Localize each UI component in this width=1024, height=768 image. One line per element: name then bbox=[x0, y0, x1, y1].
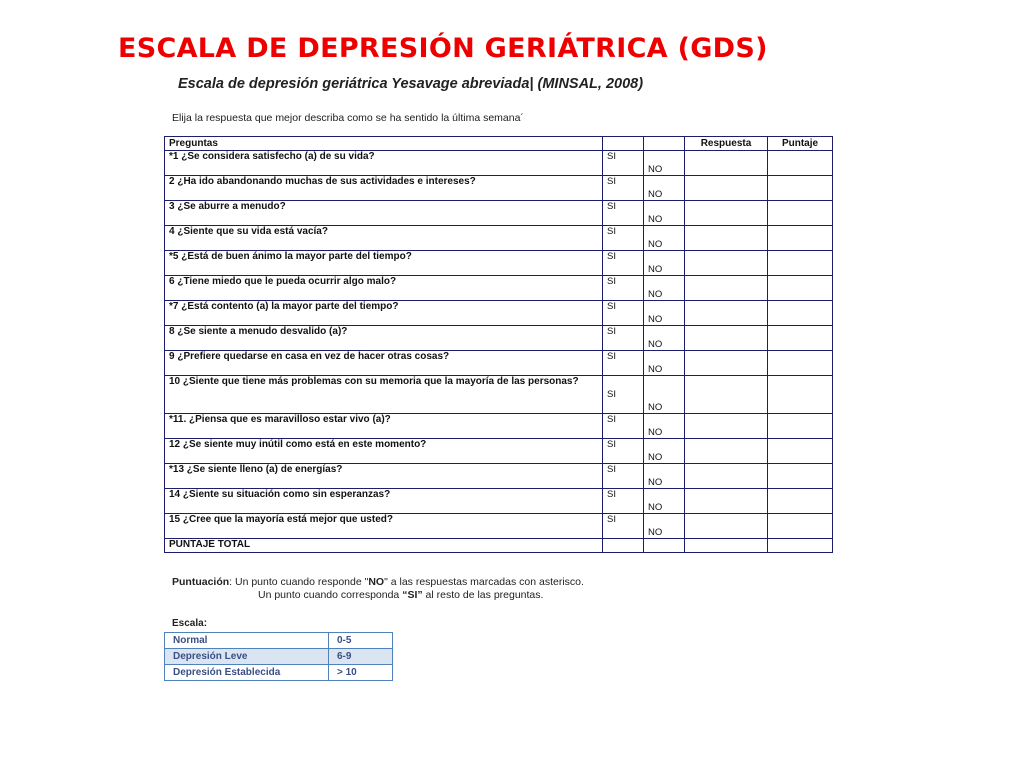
header-si bbox=[603, 137, 644, 151]
answer-cell[interactable] bbox=[685, 351, 768, 376]
no-cell: NO bbox=[644, 251, 685, 276]
scoring-line1-b: " a las respuestas marcadas con asterisco. bbox=[384, 576, 584, 588]
scale-name: Depresión Leve bbox=[165, 649, 329, 665]
question-cell: 8 ¿Se siente a menudo desvalido (a)? bbox=[165, 326, 603, 351]
question-cell: 4 ¿Siente que su vida está vacía? bbox=[165, 226, 603, 251]
scoring-line2-a: Un punto cuando corresponda bbox=[258, 589, 403, 601]
no-cell: NO bbox=[644, 439, 685, 464]
header-score: Puntaje bbox=[768, 137, 833, 151]
scoring-line-1 bbox=[172, 576, 584, 589]
header-no bbox=[644, 137, 685, 151]
scale-range: 0-5 bbox=[329, 633, 393, 649]
score-cell[interactable] bbox=[768, 439, 833, 464]
table-row bbox=[165, 514, 833, 539]
si-cell: SI bbox=[603, 151, 644, 176]
table-row bbox=[165, 201, 833, 226]
question-cell: 2 ¿Ha ido abandonando muchas de sus actividades e intereses? bbox=[165, 176, 603, 201]
score-cell[interactable] bbox=[768, 376, 833, 414]
scale-range: 6-9 bbox=[329, 649, 393, 665]
scoring-label: Puntuación bbox=[172, 576, 230, 588]
table-header-row bbox=[165, 137, 833, 151]
scale-row bbox=[165, 649, 393, 665]
scale-name: Depresión Establecida bbox=[165, 665, 329, 681]
gds-questionnaire-table bbox=[164, 136, 833, 553]
question-cell: 14 ¿Siente su situación como sin esperanzas? bbox=[165, 489, 603, 514]
no-cell: NO bbox=[644, 514, 685, 539]
score-cell[interactable] bbox=[768, 276, 833, 301]
answer-cell[interactable] bbox=[685, 326, 768, 351]
si-cell: SI bbox=[603, 464, 644, 489]
score-cell[interactable] bbox=[768, 514, 833, 539]
si-cell: SI bbox=[603, 201, 644, 226]
scale-row bbox=[165, 633, 393, 649]
answer-cell[interactable] bbox=[685, 226, 768, 251]
question-cell: *13 ¿Se siente lleno (a) de energías? bbox=[165, 464, 603, 489]
answer-cell[interactable] bbox=[685, 301, 768, 326]
question-cell: *11. ¿Piensa que es maravilloso estar vivo (a)? bbox=[165, 414, 603, 439]
answer-cell[interactable] bbox=[685, 151, 768, 176]
table-row bbox=[165, 439, 833, 464]
table-row bbox=[165, 251, 833, 276]
scoring-line1-bold: NO bbox=[368, 576, 385, 588]
si-cell: SI bbox=[603, 251, 644, 276]
answer-cell[interactable] bbox=[685, 276, 768, 301]
answer-cell[interactable] bbox=[685, 489, 768, 514]
question-cell: 15 ¿Cree que la mayoría está mejor que usted? bbox=[165, 514, 603, 539]
answer-cell[interactable] bbox=[685, 176, 768, 201]
no-cell: NO bbox=[644, 226, 685, 251]
score-cell[interactable] bbox=[768, 251, 833, 276]
si-cell: SI bbox=[603, 439, 644, 464]
score-cell[interactable] bbox=[768, 414, 833, 439]
scoring-line2-bold: “SI” bbox=[402, 589, 423, 601]
score-cell[interactable] bbox=[768, 301, 833, 326]
si-cell: SI bbox=[603, 414, 644, 439]
score-cell[interactable] bbox=[768, 176, 833, 201]
question-cell: 6 ¿Tiene miedo que le pueda ocurrir algo malo? bbox=[165, 276, 603, 301]
answer-cell[interactable] bbox=[685, 251, 768, 276]
score-cell[interactable] bbox=[768, 489, 833, 514]
no-cell: NO bbox=[644, 176, 685, 201]
scoring-line-2 bbox=[172, 589, 584, 602]
table-row bbox=[165, 351, 833, 376]
question-cell: 12 ¿Se siente muy inútil como está en este momento? bbox=[165, 439, 603, 464]
scale-table bbox=[164, 632, 393, 681]
score-cell[interactable] bbox=[768, 351, 833, 376]
no-cell: NO bbox=[644, 414, 685, 439]
no-cell: NO bbox=[644, 376, 685, 414]
si-cell: SI bbox=[603, 326, 644, 351]
answer-cell[interactable] bbox=[685, 201, 768, 226]
answer-cell[interactable] bbox=[685, 464, 768, 489]
question-cell: 10 ¿Siente que tiene más problemas con su memoria que la mayoría de las personas? bbox=[165, 376, 603, 414]
scoring-line1-a: : Un punto cuando responde " bbox=[229, 576, 369, 588]
no-cell: NO bbox=[644, 351, 685, 376]
total-answer-cell[interactable] bbox=[685, 539, 768, 553]
si-cell: SI bbox=[603, 301, 644, 326]
table-row bbox=[165, 226, 833, 251]
question-cell: 3 ¿Se aburre a menudo? bbox=[165, 201, 603, 226]
total-row bbox=[165, 539, 833, 553]
no-cell: NO bbox=[644, 151, 685, 176]
scale-label: Escala: bbox=[172, 618, 208, 629]
answer-cell[interactable] bbox=[685, 514, 768, 539]
si-cell: SI bbox=[603, 176, 644, 201]
table-row bbox=[165, 176, 833, 201]
header-answer: Respuesta bbox=[685, 137, 768, 151]
si-cell: SI bbox=[603, 351, 644, 376]
question-cell: 9 ¿Prefiere quedarse en casa en vez de hacer otras cosas? bbox=[165, 351, 603, 376]
table-row bbox=[165, 414, 833, 439]
score-cell[interactable] bbox=[768, 326, 833, 351]
document-instruction: Elija la respuesta que mejor describa como se ha sentido la última semana´ bbox=[172, 112, 524, 124]
answer-cell[interactable] bbox=[685, 439, 768, 464]
no-cell: NO bbox=[644, 301, 685, 326]
total-si-cell bbox=[603, 539, 644, 553]
scale-name: Normal bbox=[165, 633, 329, 649]
total-no-cell bbox=[644, 539, 685, 553]
no-cell: NO bbox=[644, 326, 685, 351]
question-cell: *5 ¿Está de buen ánimo la mayor parte del tiempo? bbox=[165, 251, 603, 276]
score-cell[interactable] bbox=[768, 464, 833, 489]
table-row bbox=[165, 151, 833, 176]
total-score-cell[interactable] bbox=[768, 539, 833, 553]
no-cell: NO bbox=[644, 464, 685, 489]
answer-cell[interactable] bbox=[685, 376, 768, 414]
no-cell: NO bbox=[644, 201, 685, 226]
table-row bbox=[165, 326, 833, 351]
document-subtitle: Escala de depresión geriátrica Yesavage abreviada| (MINSAL, 2008) bbox=[178, 76, 644, 92]
no-cell: NO bbox=[644, 489, 685, 514]
si-cell: SI bbox=[603, 276, 644, 301]
table-row bbox=[165, 276, 833, 301]
scoring-note bbox=[172, 576, 584, 602]
question-cell: *7 ¿Está contento (a) la mayor parte del tiempo? bbox=[165, 301, 603, 326]
no-cell: NO bbox=[644, 276, 685, 301]
si-cell: SI bbox=[603, 489, 644, 514]
table-row bbox=[165, 464, 833, 489]
answer-cell[interactable] bbox=[685, 414, 768, 439]
table-row bbox=[165, 489, 833, 514]
score-cell[interactable] bbox=[768, 226, 833, 251]
total-label: PUNTAJE TOTAL bbox=[165, 539, 603, 553]
score-cell[interactable] bbox=[768, 151, 833, 176]
table-row bbox=[165, 376, 833, 414]
scale-row bbox=[165, 665, 393, 681]
si-cell: SI bbox=[603, 226, 644, 251]
si-cell: SI bbox=[603, 514, 644, 539]
table-row bbox=[165, 301, 833, 326]
scale-range: > 10 bbox=[329, 665, 393, 681]
question-cell: *1 ¿Se considera satisfecho (a) de su vida? bbox=[165, 151, 603, 176]
scoring-line2-b: al resto de las preguntas. bbox=[422, 589, 544, 601]
score-cell[interactable] bbox=[768, 201, 833, 226]
si-cell: SI bbox=[603, 376, 644, 414]
header-questions: Preguntas bbox=[165, 137, 603, 151]
slide-title: ESCALA DE DEPRESIÓN GERIÁTRICA (GDS) bbox=[118, 33, 768, 64]
